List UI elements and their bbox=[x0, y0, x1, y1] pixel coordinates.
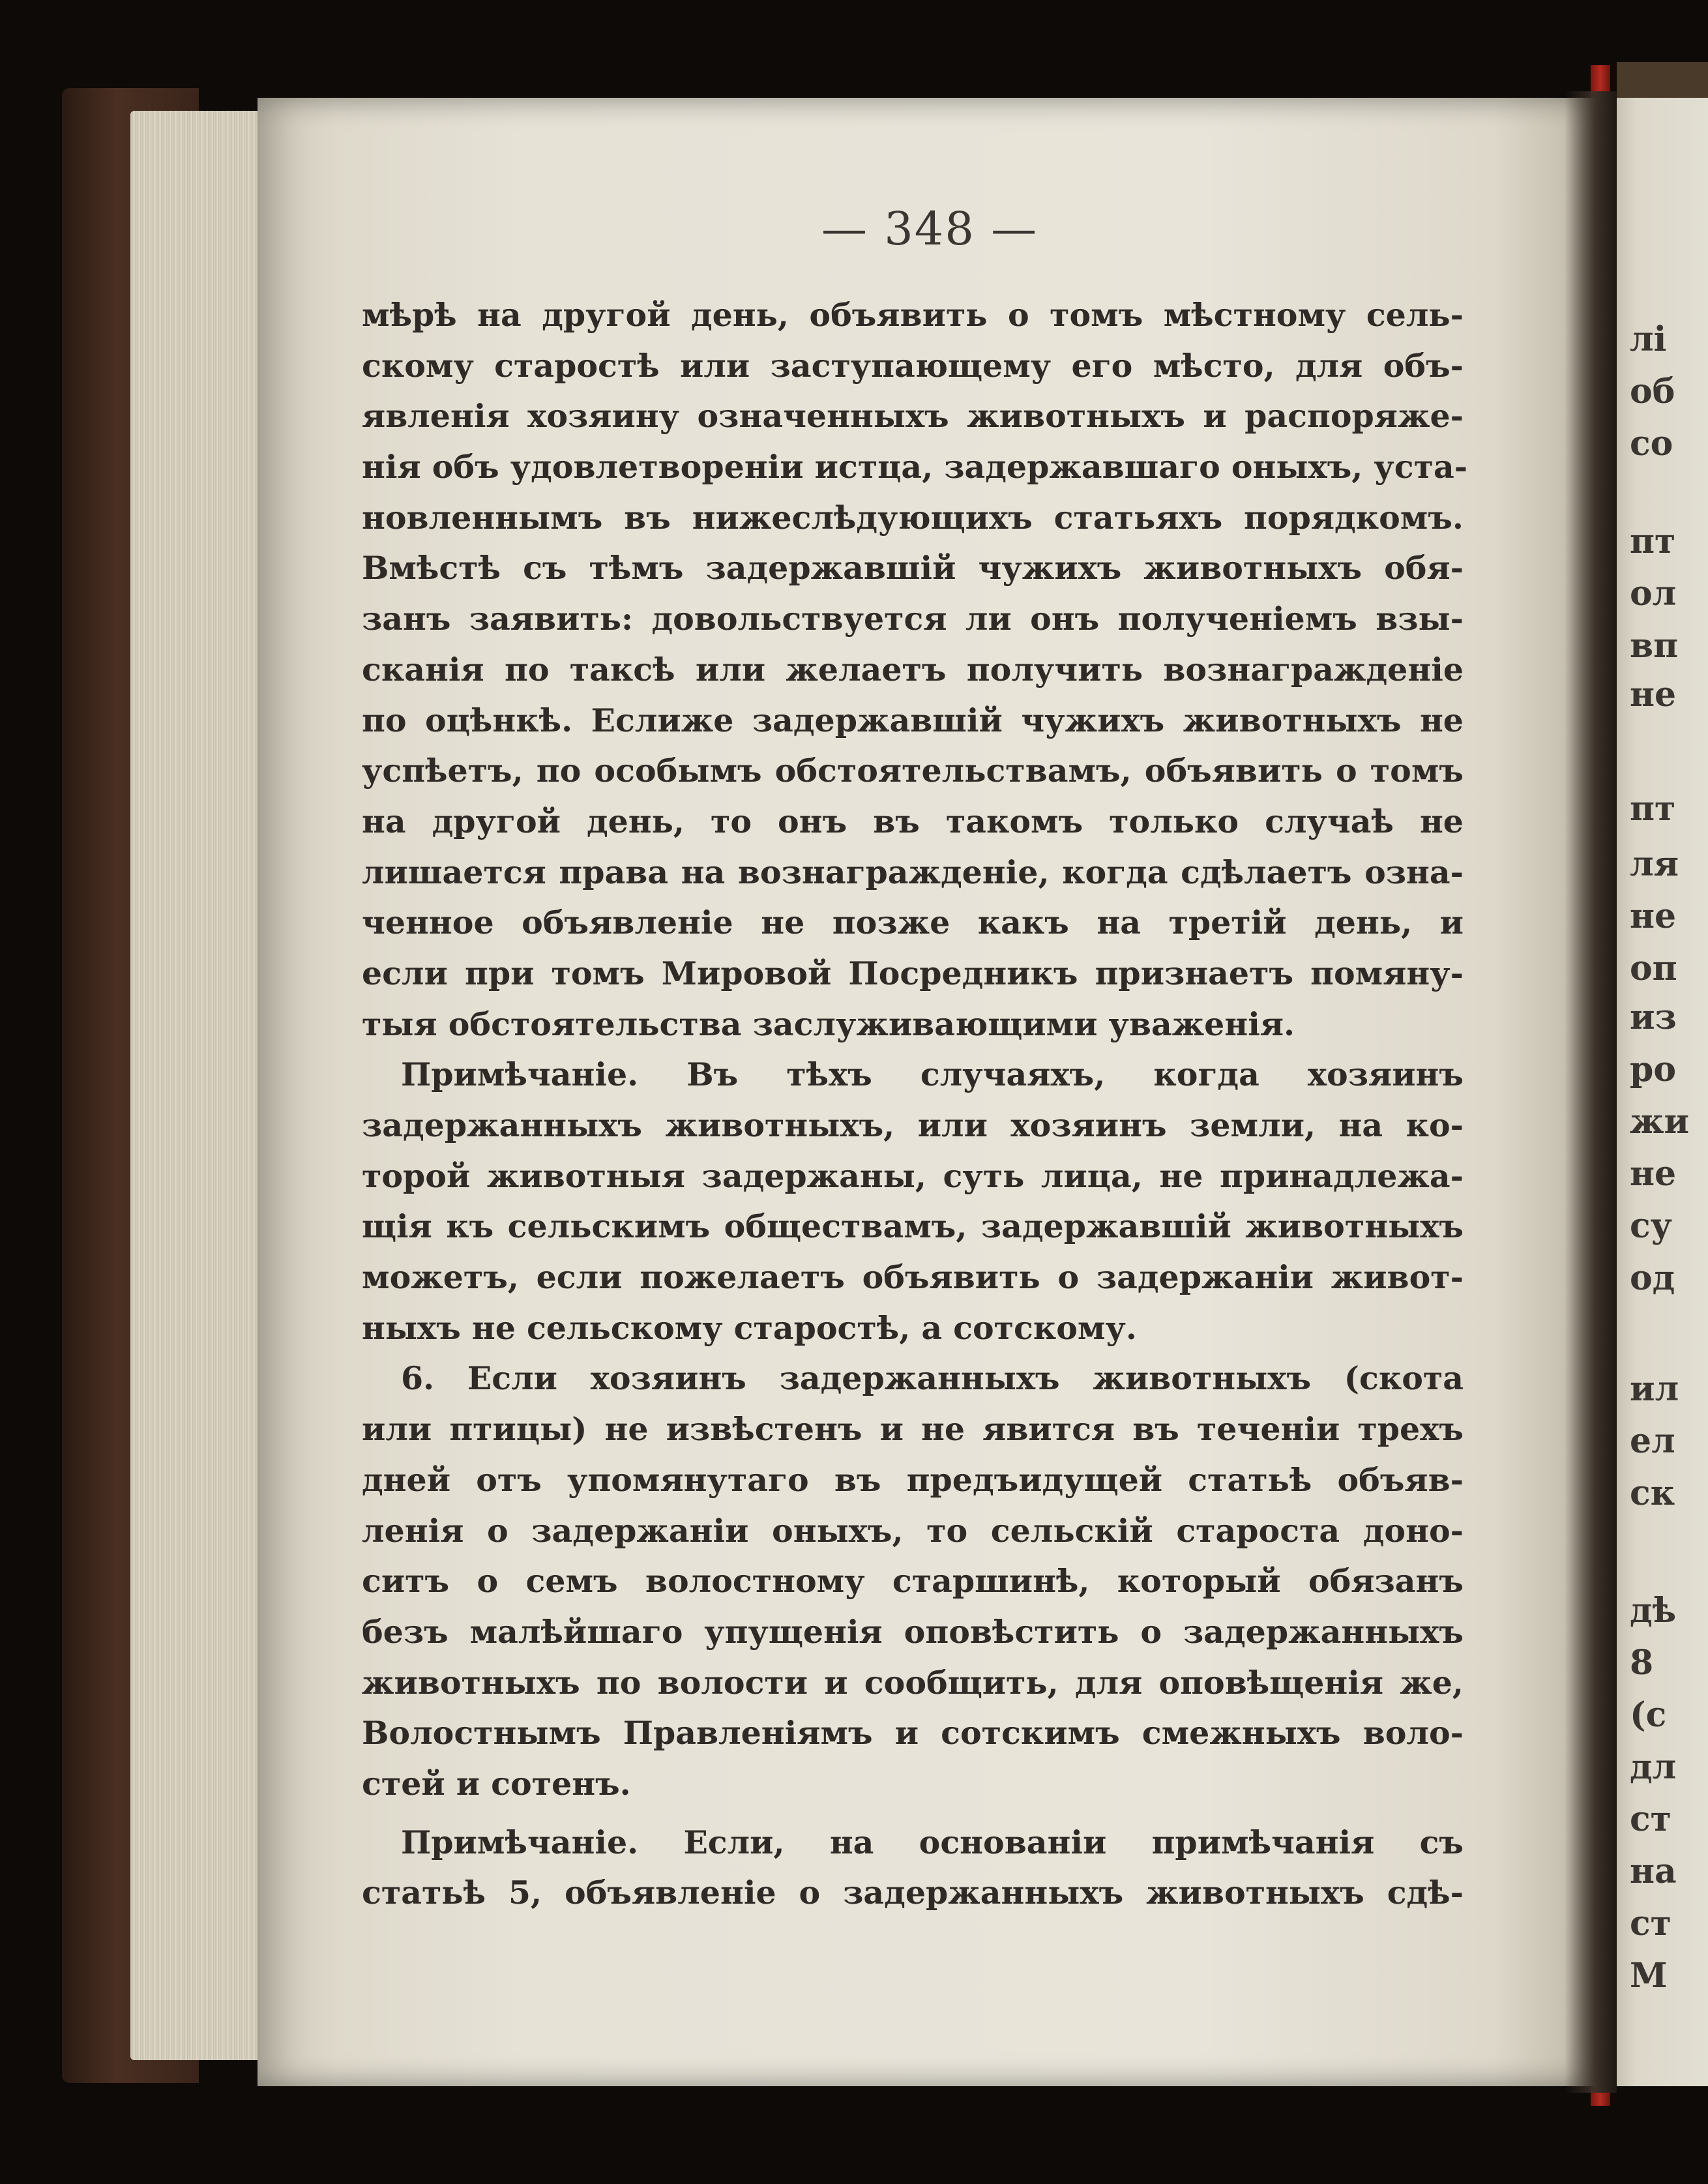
text-line: нія объ удовлетвореніи истца, задержавшаго оныхъ, уста- bbox=[362, 448, 1468, 486]
text-line: явленія хозяину означенныхъ животныхъ и распоряже- bbox=[362, 397, 1464, 435]
text-line: сканія по таксѣ или желаетъ получить вознагражденіе bbox=[362, 650, 1464, 688]
facing-page-fragment: су bbox=[1630, 1206, 1672, 1246]
text-line: по оцѣнкѣ. Еслиже задержавшій чужихъ животныхъ не bbox=[362, 701, 1464, 739]
page-number: — 348 — bbox=[821, 202, 1038, 256]
text-line: скому старостѣ или заступающему его мѣсто, для объ- bbox=[362, 346, 1464, 385]
facing-page-fragment: об bbox=[1630, 372, 1675, 411]
page-gutter bbox=[1565, 91, 1617, 2093]
facing-page-fragment: (с bbox=[1630, 1695, 1667, 1735]
facing-page-fragment: ля bbox=[1630, 844, 1679, 884]
text-line: торой животныя задержаны, суть лица, не принадлежа- bbox=[362, 1157, 1464, 1195]
text-line: новленнымъ въ нижеслѣдующихъ статьяхъ порядкомъ. bbox=[362, 498, 1464, 537]
facing-page-fragment: ро bbox=[1630, 1050, 1677, 1089]
text-line: лишается права на вознагражденіе, когда сдѣлаетъ озна- bbox=[362, 853, 1464, 891]
facing-page-fragment: М bbox=[1630, 1956, 1668, 1996]
text-line: успѣетъ, по особымъ обстоятельствамъ, объявить о томъ bbox=[362, 752, 1464, 790]
text-line: или птицы) не извѣстенъ и не явится въ теченіи трехъ bbox=[362, 1410, 1464, 1449]
text-line: ченное объявленіе не позже какъ на третій день, и bbox=[362, 904, 1464, 942]
body-text bbox=[362, 290, 1468, 1919]
text-line: безъ малѣйшаго упущенія оповѣстить о задержанныхъ bbox=[362, 1612, 1464, 1651]
text-line: тыя обстоятельства заслуживающими уваженія. bbox=[362, 1005, 1295, 1043]
note-heading-line: Примѣчаніе. Если, на основаніи примѣчанія съ bbox=[401, 1823, 1464, 1861]
text-line: можетъ, если пожелаетъ объявить о задержаніи живот- bbox=[362, 1258, 1464, 1297]
text-line: мѣрѣ на другой день, объявить о томъ мѣстному сель- bbox=[362, 296, 1464, 334]
facing-page-fragment: ст bbox=[1630, 1904, 1671, 1943]
facing-page-fragment: вп bbox=[1630, 626, 1679, 666]
text-line: ситъ о семъ волостному старшинѣ, который обязанъ bbox=[362, 1562, 1464, 1601]
text-line: дней отъ упомянутаго въ предъидущей статьѣ объяв- bbox=[362, 1460, 1464, 1499]
facing-page-fragment: пт bbox=[1630, 522, 1676, 561]
text-line: задержанныхъ животныхъ, или хозяинъ земли, на ко- bbox=[362, 1106, 1464, 1144]
facing-page-fragment: жи bbox=[1630, 1102, 1690, 1142]
facing-page-fragment: од bbox=[1630, 1258, 1675, 1298]
facing-page-fragment: из bbox=[1630, 997, 1677, 1037]
facing-page-fragment: не bbox=[1630, 675, 1677, 715]
text-line: стей и сотенъ. bbox=[362, 1764, 631, 1803]
facing-page-fragment: на bbox=[1630, 1852, 1677, 1891]
facing-page-fragment: ил bbox=[1630, 1369, 1679, 1409]
facing-page-fragment: 8 bbox=[1630, 1643, 1654, 1683]
text-line: Волостнымъ Правленіямъ и сотскимъ смежныхъ воло- bbox=[362, 1714, 1464, 1752]
text-line: на другой день, то онъ въ такомъ только случаѣ не bbox=[362, 802, 1464, 840]
text-line: Вмѣстѣ съ тѣмъ задержавшій чужихъ животныхъ обя- bbox=[362, 549, 1464, 587]
facing-page-fragment: оп bbox=[1630, 949, 1677, 988]
text-line: занъ заявить: довольствуется ли онъ полученіемъ взы- bbox=[362, 600, 1464, 638]
facing-page-fragment: со bbox=[1630, 424, 1673, 464]
facing-page-fragment: дл bbox=[1630, 1747, 1677, 1787]
text-line: щія къ сельскимъ обществамъ, задержавшій животныхъ bbox=[362, 1207, 1464, 1246]
book-spine-top bbox=[1617, 62, 1708, 101]
text-line: ленія о задержаніи оныхъ, то сельскій староста доно- bbox=[362, 1511, 1464, 1550]
text-line: если при томъ Мировой Посредникъ признаетъ помяну- bbox=[362, 954, 1464, 992]
text-line: статьѣ 5, объявленіе о задержанныхъ животныхъ сдѣ- bbox=[362, 1874, 1464, 1912]
facing-page-fragment: дѣ bbox=[1630, 1591, 1677, 1631]
note-heading-line: Примѣчаніе. Въ тѣхъ случаяхъ, когда хозяинъ bbox=[401, 1055, 1464, 1094]
article-6-line: 6. Если хозяинъ задержанныхъ животныхъ (скота bbox=[401, 1359, 1464, 1398]
text-line: животныхъ по волости и сообщить, для оповѣщенія же, bbox=[362, 1663, 1464, 1702]
facing-page-fragment: лі bbox=[1630, 319, 1667, 359]
facing-page-fragment: ск bbox=[1630, 1473, 1675, 1513]
facing-page-fragment: не bbox=[1630, 896, 1677, 936]
facing-page-fragment: ст bbox=[1630, 1799, 1671, 1839]
text-line: ныхъ не сельскому старостѣ, а сотскому. bbox=[362, 1308, 1137, 1347]
facing-page-fragment: ол bbox=[1630, 574, 1677, 613]
facing-page-fragment: пт bbox=[1630, 789, 1676, 829]
facing-page-fragment: не bbox=[1630, 1154, 1677, 1194]
facing-page-fragment: ел bbox=[1630, 1421, 1675, 1461]
